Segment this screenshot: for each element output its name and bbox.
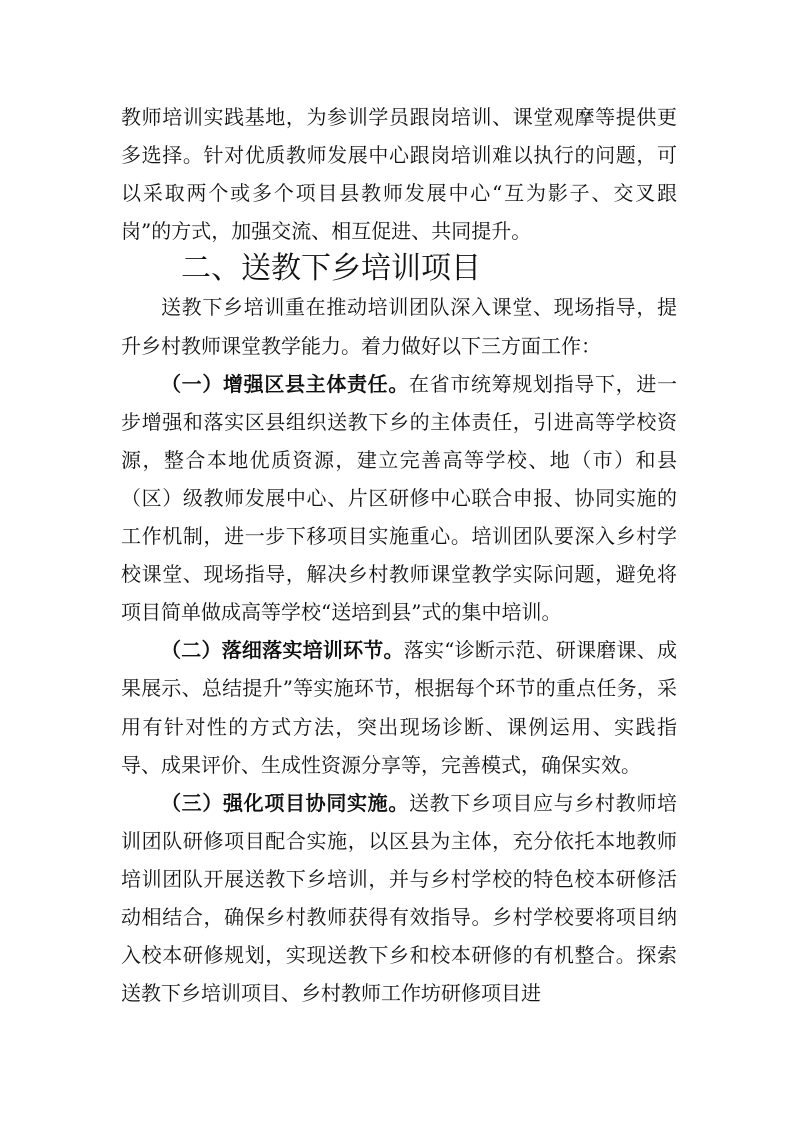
document-body [121, 98, 677, 1012]
section-heading: 二、送教下乡培训项目 [181, 251, 481, 287]
paragraph-item-2 [121, 631, 677, 783]
paragraph-item-1 [121, 365, 677, 632]
item-2-text: 落实“诊断示范、研课磨课、成果展示、总结提升”等实施环节，根据每个环节的重点任务，采用有针对性的方式方法，突出现场诊断、课例运用、实践指导、成果评价、生成性资源分享等，完善模式，确保实效。 [121, 638, 678, 777]
paragraph-section-intro: 送教下乡培训重在推动培训团队深入课堂、现场指导，提升乡村教师课堂教学能力。着力做好以下三方面工作： [121, 295, 677, 358]
item-1-lead: （一）增强区县主体责任。 [161, 371, 409, 396]
paragraph-continuation: 教师培训实践基地，为参训学员跟岗培训、课堂观摩等提供更多选择。针对优质教师发展中心跟岗培训难以执行的问题，可以采取两个或多个项目县教师发展中心“互为影子、交叉跟岗”的方式，加强交流、相互促进、共同提升。 [121, 105, 677, 244]
item-3-lead: （三）强化项目协同实施。 [161, 790, 409, 815]
item-2-lead: （二）落细落实培训环节。 [161, 638, 404, 663]
item-3-text: 送教下乡项目应与乡村教师培训团队研修项目配合实施，以区县为主体，充分依托本地教师培训团队开展送教下乡培训，并与乡村学校的特色校本研修活动相结合，确保乡村教师获得有效指导。乡村学校要将项目纳入校本研修规划，实现送教下乡和校本研修的有机整合。探索送教下乡培训项目、乡村教师工作坊研修项目进 [121, 790, 677, 1006]
item-1-text: 在省市统筹规划指导下，进一步增强和落实区县组织送教下乡的主体责任，引进高等学校资源，整合本地优质资源，建立完善高等学校、地（市）和县（区）级教师发展中心、片区研修中心联合申报、协同实施的工作机制，进一步下移项目实施重心。培训团队要深入乡村学校课堂、现场指导，解决乡村教师课堂教学实际问题，避免将项目简单做成高等学校“送培到县”式的集中培训。 [121, 371, 677, 625]
paragraph-item-3 [121, 784, 677, 1013]
